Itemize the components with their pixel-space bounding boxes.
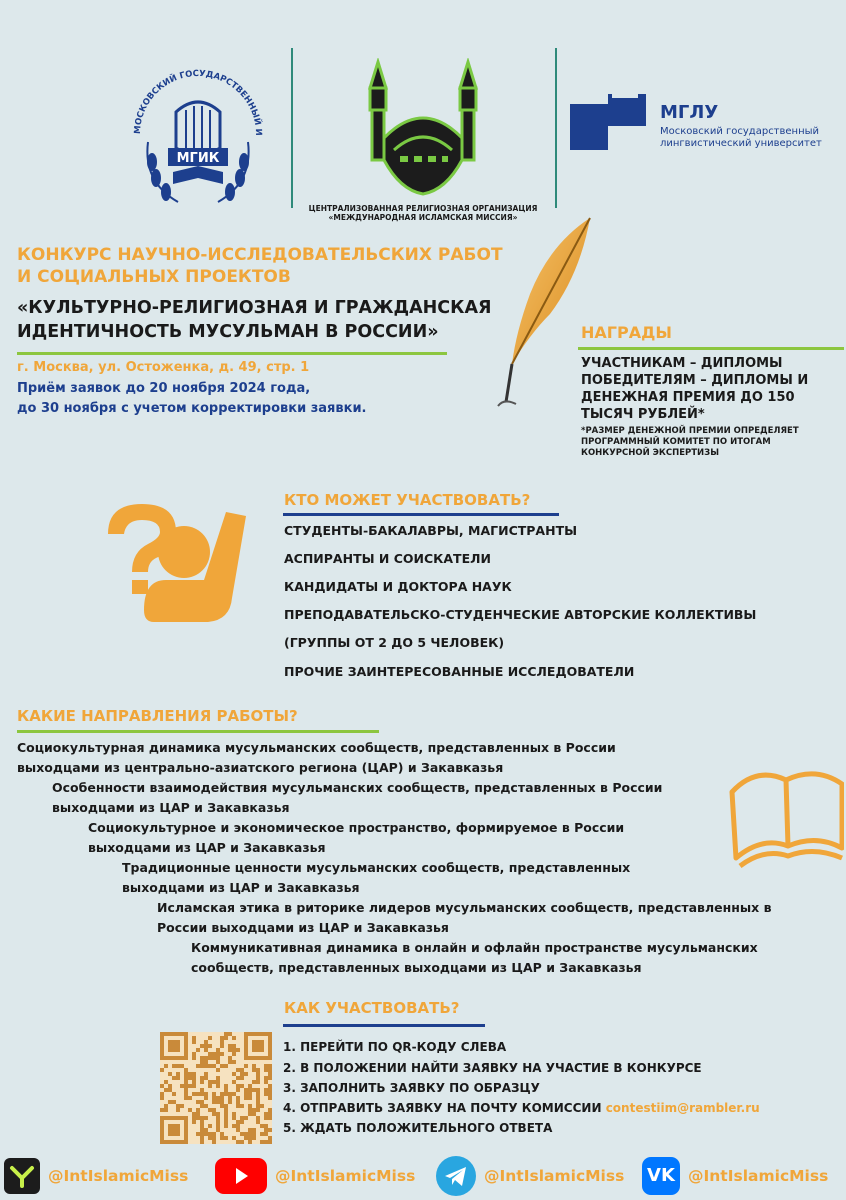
direction-line: Коммуникативная динамика в онлайн и офлайн пространстве мусульманских [191,940,758,955]
awards-note-1: *РАЗМЕР ДЕНЕЖНОЙ ПРЕМИИ ОПРЕДЕЛЯЕТ [581,426,799,436]
who-item: ПРОЧИЕ ЗАИНТЕРЕСОВАННЫЕ ИССЛЕДОВАТЕЛИ [284,664,635,679]
who-item: (ГРУППЫ ОТ 2 ДО 5 ЧЕЛОВЕК) [284,635,505,650]
awards-line-1: УЧАСТНИКАМ – ДИПЛОМЫ [581,356,783,371]
qr-code[interactable] [160,1032,272,1144]
logo-divider-left [291,48,293,208]
direction-line: Особенности взаимодействия мусульманских сообществ, представленных в России [52,780,663,795]
how-heading: КАК УЧАСТВОВАТЬ? [284,999,460,1017]
awards-heading: НАГРАДЫ [581,323,672,342]
how-step-text: 4. ОТПРАВИТЬ ЗАЯВКУ НА ПОЧТУ КОМИССИИ [283,1101,602,1115]
direction-line: Исламская этика в риторике лидеров мусульманских сообществ, представленных в [157,900,772,915]
youtube-icon [215,1158,267,1194]
commission-email-link[interactable]: contestiim@rambler.ru [605,1101,760,1115]
awards-text [581,355,821,423]
direction-line: Традиционные ценности мусульманских сообществ, представленных [122,860,631,875]
direction-line: выходцами из ЦАР и Закавказья [52,800,290,815]
who-item: СТУДЕНТЫ-БАКАЛАВРЫ, МАГИСТРАНТЫ [284,523,578,538]
direction-item [191,938,758,978]
social-vk[interactable] [642,1158,828,1194]
vk-handle: @IntIslamicMiss [688,1167,829,1185]
direction-line: выходцами из центрально-азиатского региона (ЦАР) и Закавказья [17,760,504,775]
org-line-1: ЦЕНТРАЛИЗОВАННАЯ РЕЛИГИОЗНАЯ ОРГАНИЗАЦИЯ [308,204,538,213]
svg-text:МОСКОВСКИЙ ГОСУДАРСТВЕННЫЙ ИНС [118,52,264,136]
direction-line: Социокультурное и экономическое пространство, формируемое в России [88,820,625,835]
org-line-2: «МЕЖДУНАРОДНАЯ ИСЛАМСКАЯ МИССИЯ» [328,213,518,222]
directions-divider [17,730,379,733]
mglu-line-2: лингвистический университет [660,138,822,149]
islamic-mission-logo [360,58,486,198]
title-line-2: И СОЦИАЛЬНЫХ ПРОЕКТОВ [17,267,291,287]
telegram-icon [436,1156,476,1196]
telegram-handle: @IntIslamicMiss [484,1167,625,1185]
direction-line: сообществ, представленных выходцами из ЦАР и Закавказья [191,960,642,975]
contest-title [17,244,503,288]
raised-hand-question-icon [104,502,254,632]
direction-item [88,818,624,858]
direction-line: Социокультурная динамика мусульманских сообществ, представленных в России [17,740,616,755]
who-item: КАНДИДАТЫ И ДОКТОРА НАУК [284,579,512,594]
youtube-handle: @IntIslamicMiss [275,1167,416,1185]
open-book-icon [726,762,844,872]
awards-divider [578,347,844,350]
awards-note-3: КОНКУРСНОЙ ЭКСПЕРТИЗЫ [581,448,720,458]
deadline-line-2: до 30 ноября с учетом корректировки заявки. [17,401,367,416]
subtitle-line-1: «КУЛЬТУРНО-РЕЛИГИОЗНАЯ И ГРАЖДАНСКАЯ [17,298,492,318]
how-step: 3. ЗАПОЛНИТЬ ЗАЯВКУ ПО ОБРАЗЦУ [283,1081,540,1095]
direction-item [52,778,662,818]
mglu-logo [570,94,840,160]
who-divider [283,513,559,516]
awards-line-3: ДЕНЕЖНАЯ ПРЕМИЯ ДО 150 [581,390,795,405]
deadline-line-1: Приём заявок до 20 ноября 2024 года, [17,381,311,396]
awards-note [581,426,821,459]
awards-line-4: ТЫСЯЧ РУБЛЕЙ* [581,407,705,422]
social-telegram[interactable] [436,1158,624,1194]
address-text: г. Москва, ул. Остоженка, д. 49, стр. 1 [17,360,310,375]
how-divider [283,1024,485,1027]
who-item: АСПИРАНТЫ И СОИСКАТЕЛИ [284,551,491,566]
contest-subtitle [17,296,491,344]
direction-line: выходцами из ЦАР и Закавказья [122,880,360,895]
subtitle-line-2: ИДЕНТИЧНОСТЬ МУСУЛЬМАН В РОССИИ» [17,322,439,342]
mgik-logo [118,52,278,212]
deadline-text [17,379,367,419]
vk-icon: VK [642,1157,680,1195]
direction-line: России выходцами из ЦАР и Закавказья [157,920,449,935]
social-yappy[interactable] [4,1158,188,1194]
mglu-line-1: Московский государственный [660,126,820,137]
mglu-abbr: МГЛУ [660,102,719,123]
yappy-handle: @IntIslamicMiss [48,1167,189,1185]
direction-item [122,858,630,898]
how-step [283,1101,760,1115]
awards-note-2: ПРОГРАММНЫЙ КОМИТЕТ ПО ИТОГАМ [581,437,771,447]
who-item: ПРЕПОДАВАТЕЛЬСКО-СТУДЕНЧЕСКИЕ АВТОРСКИЕ КОЛЛЕКТИВЫ [284,607,757,622]
mgik-arc-text: МОСКОВСКИЙ ГОСУДАРСТВЕННЫЙ И [132,68,264,136]
mgik-name: МГИК [176,151,220,166]
header-divider [17,352,447,355]
title-line-1: КОНКУРС НАУЧНО-ИССЛЕДОВАТЕЛЬСКИХ РАБОТ [17,245,503,265]
how-step: 2. В ПОЛОЖЕНИИ НАЙТИ ЗАЯВКУ НА УЧАСТИЕ В КОНКУРСЕ [283,1061,702,1075]
direction-item [17,738,616,778]
direction-line: выходцами из ЦАР и Закавказья [88,840,326,855]
how-step: 1. ПЕРЕЙТИ ПО QR-КОДУ СЛЕВА [283,1040,507,1054]
how-step: 5. ЖДАТЬ ПОЛОЖИТЕЛЬНОГО ОТВЕТА [283,1121,553,1135]
logo-divider-right [555,48,557,208]
who-heading: КТО МОЖЕТ УЧАСТВОВАТЬ? [284,491,531,509]
awards-line-2: ПОБЕДИТЕЛЯМ – ДИПЛОМЫ И [581,373,809,388]
yappy-icon [4,1158,40,1194]
directions-heading: КАКИЕ НАПРАВЛЕНИЯ РАБОТЫ? [17,707,298,725]
social-youtube[interactable] [215,1158,415,1194]
direction-item [157,898,771,938]
